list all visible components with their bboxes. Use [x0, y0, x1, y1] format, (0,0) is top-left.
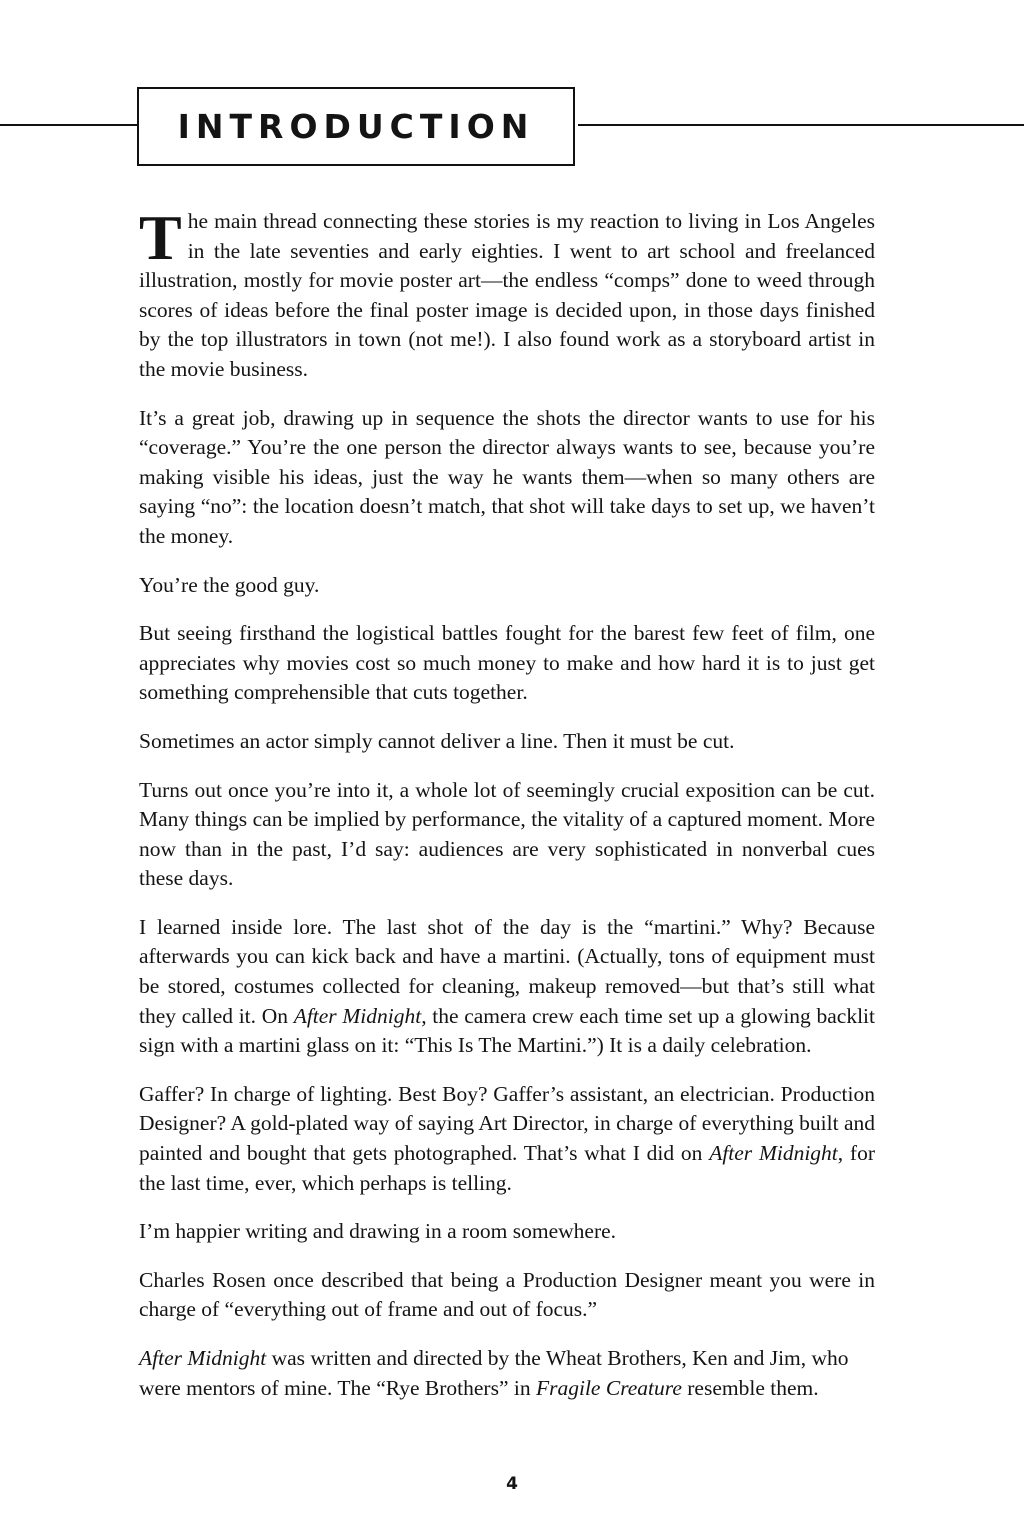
header-rule-left — [0, 124, 138, 126]
chapter-title-box — [137, 87, 575, 166]
film-title: After Midnight — [293, 1003, 422, 1028]
book-title: Fragile Creature — [535, 1375, 682, 1400]
paragraph-6: Turns out once you’re into it, a whole lot of seemingly crucial exposition can be cut. Many things can be implied by performance, the vitality of a captured moment. More now than in the past, I’d say: audiences are very sophisticated in nonverbal cues these days. — [139, 777, 875, 891]
paragraph-2: It’s a great job, drawing up in sequence the shots the director wants to use for his “coverage.” You’re the one person the director always wants to see, because you’re making visible his ideas, just the way he wants them—when so many others are saying “no”: the location doesn’t match, that shot will take days to set up, we haven’t the money. — [139, 405, 875, 548]
paragraph-11-text-b: resemble them. — [681, 1375, 819, 1400]
paragraph-8 — [139, 1080, 875, 1198]
film-title: After Midnight — [709, 1141, 838, 1166]
page-number: 4 — [506, 1474, 518, 1494]
film-title: After Midnight — [139, 1346, 267, 1370]
paragraph-1 — [139, 202, 875, 385]
drop-cap: T — [139, 202, 182, 273]
paragraph-11-text-a: was written and directed by the Wheat Brothers, Ken and Jim, who were mentors of mine. The “Rye Brothers” in — [139, 1346, 849, 1400]
paragraph-11 — [139, 1344, 875, 1403]
paragraph-9: I’m happier writing and drawing in a room somewhere. — [139, 1219, 617, 1244]
paragraph-5: Sometimes an actor simply cannot deliver a line. Then it must be cut. — [139, 728, 735, 753]
chapter-title: INTRODUCTION — [177, 107, 535, 146]
paragraph-7-text-b: , the camera crew each time set up a glowing backlit sign with a martini glass on it: “This Is The Martini.”) It is a daily celebration. — [139, 1003, 875, 1058]
paragraph-7-text-a: I learned inside lore. The last shot of the day is the “martini.” Why? Because afterwards you can kick back and have a martini. (Actually, tons of equipment must be stored, costumes collected for cleaning, makeup removed—but that’s still what they called it. On — [139, 914, 875, 1028]
paragraph-8-text-b: , for the last time, ever, which perhaps is telling. — [139, 1141, 875, 1195]
header-rule-right — [578, 124, 1024, 126]
paragraph-10: Charles Rosen once described that being a Production Designer meant you were in charge of “everything out of frame and out of focus.” — [139, 1267, 875, 1322]
body-text — [139, 202, 875, 1422]
paragraph-4: But seeing firsthand the logistical battles fought for the barest few feet of film, one appreciates why movies cost so much money to make and how hard it is to just get something comprehensible that cuts together. — [139, 621, 875, 705]
paragraph-1-text: he main thread connecting these stories is my reaction to living in Los Angeles in the late seventies and early eighties. I went to art school and freelanced illustration, mostly for movie poster art—the endless “comps” done to weed through scores of ideas before the final poster image is decided upon, in those days finished by the top illustrators in town (not me!). I also found work as a storyboard artist in the movie business. — [139, 209, 875, 381]
paragraph-8-text-a: Gaffer? In charge of lighting. Best Boy? Gaffer’s assistant, an electrician. Production Designer? A gold-plated way of saying Art Director, in charge of everything built and painted and bought that gets photographed. That’s what I did on — [139, 1081, 875, 1166]
paragraph-3: You’re the good guy. — [139, 572, 320, 597]
paragraph-7 — [139, 913, 875, 1061]
